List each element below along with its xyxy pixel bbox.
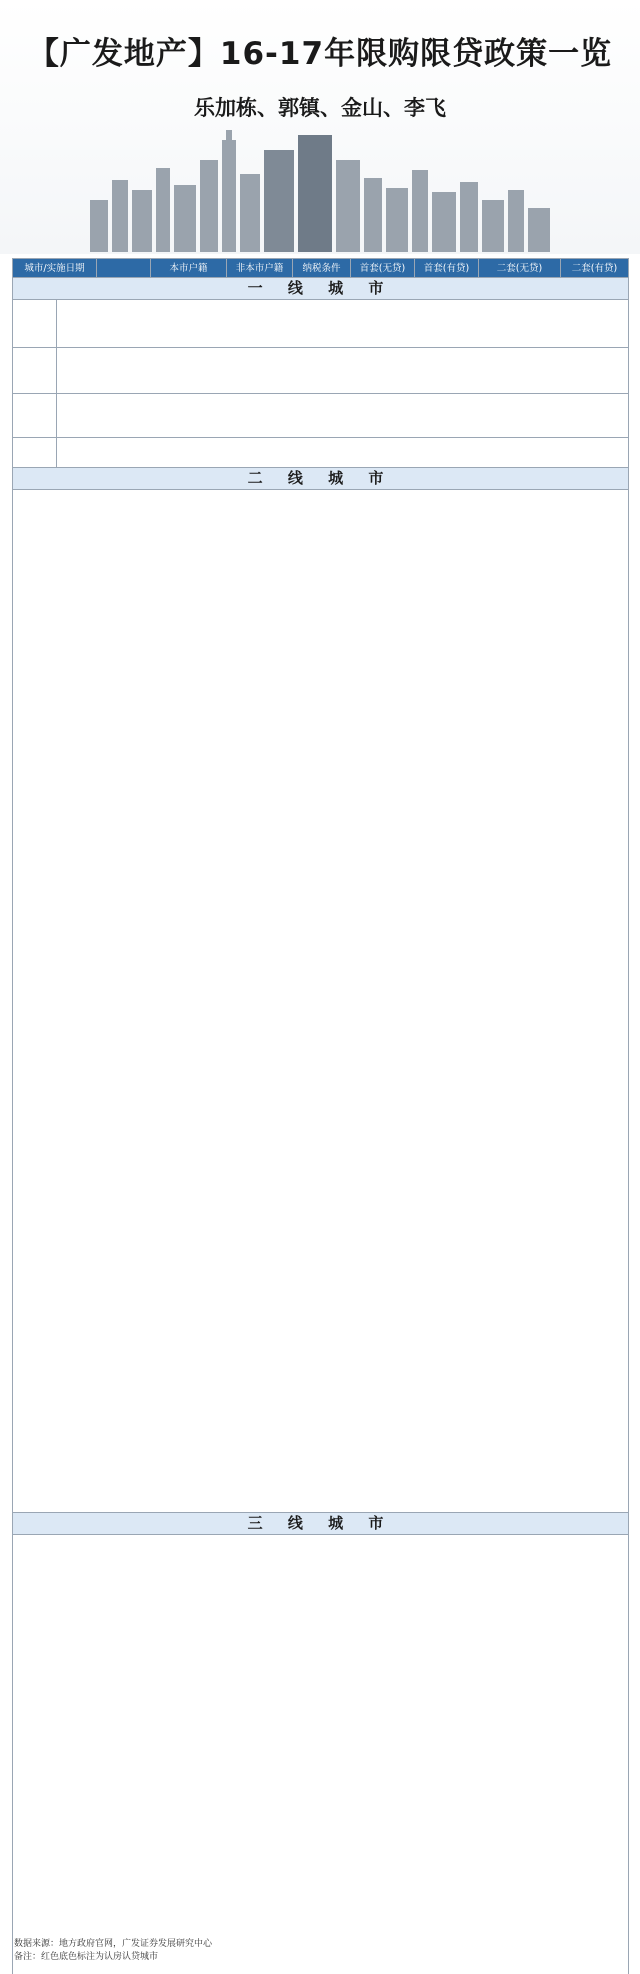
col-city-date: 城市/实施日期 xyxy=(13,259,97,278)
col-first-loan: 首套(有贷) xyxy=(415,259,479,278)
col-second-loan: 二套(有贷) xyxy=(561,259,629,278)
table-section xyxy=(13,490,629,1513)
city-cell xyxy=(13,300,57,348)
city-cell xyxy=(13,394,57,438)
table-row xyxy=(13,394,629,438)
table-row xyxy=(13,300,629,348)
row-cells xyxy=(57,438,629,468)
page-subtitle: 乐加栋、郭镇、金山、李飞 xyxy=(194,96,446,120)
tier-label: 三 线 城 市 xyxy=(13,1513,629,1535)
table-header-row xyxy=(13,259,629,278)
row-cells xyxy=(57,394,629,438)
col-tax: 纳税条件 xyxy=(293,259,351,278)
section-cells xyxy=(13,490,629,1513)
tier-row-2 xyxy=(13,468,629,490)
col-local: 本市户籍 xyxy=(151,259,227,278)
page-title: 【广发地产】16-17年限购限贷政策一览 xyxy=(27,36,613,72)
tier-row-3 xyxy=(13,1513,629,1535)
city-cell xyxy=(13,348,57,394)
header xyxy=(0,0,640,254)
tier-label: 一 线 城 市 xyxy=(13,278,629,300)
row-cells xyxy=(57,348,629,394)
table-body xyxy=(13,278,629,1974)
table-row xyxy=(13,438,629,468)
table-row xyxy=(13,348,629,394)
tier-label: 二 线 城 市 xyxy=(13,468,629,490)
policy-table xyxy=(12,258,629,1974)
skyline-illustration xyxy=(90,130,550,252)
section-cells xyxy=(13,1535,629,1974)
footer-notes xyxy=(14,1938,212,1964)
city-cell xyxy=(13,438,57,468)
policy-table-wrapper xyxy=(12,258,628,1974)
row-cells xyxy=(57,300,629,348)
footer-source: 数据来源：地方政府官网，广发证券发展研究中心 xyxy=(14,1939,213,1949)
col-blank xyxy=(97,259,151,278)
col-nonlocal: 非本市户籍 xyxy=(227,259,293,278)
footer-remark: 备注：红色底色标注为认房认贷城市 xyxy=(14,1952,159,1962)
table-section xyxy=(13,1535,629,1974)
tier-row-1 xyxy=(13,278,629,300)
col-second-noloan: 二套(无贷) xyxy=(479,259,561,278)
col-first-noloan: 首套(无贷) xyxy=(351,259,415,278)
